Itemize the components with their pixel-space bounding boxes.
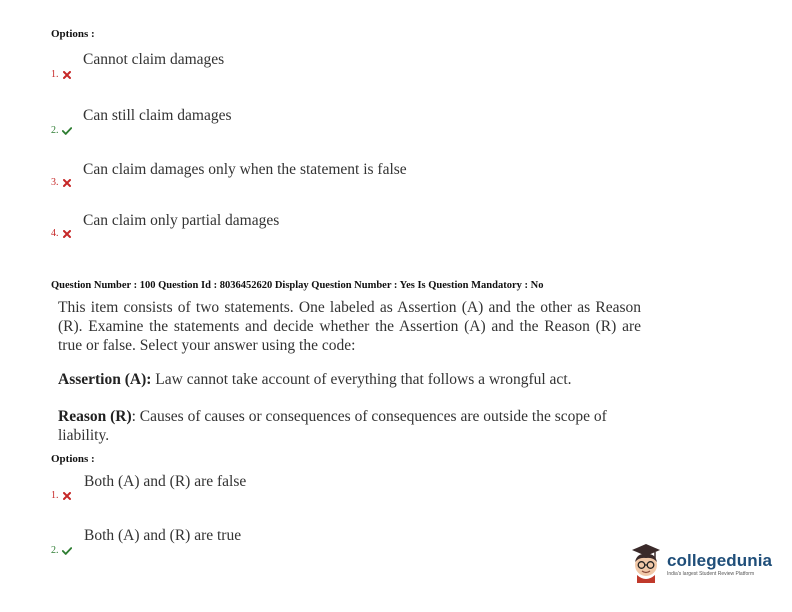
reason-statement xyxy=(58,407,641,445)
options-heading: Options : xyxy=(51,453,95,465)
assertion-label: Assertion (A): xyxy=(58,371,152,388)
question-stem: This item consists of two statements. One labeled as Assertion (A) and the other as Reason (R). Examine the statements and decide whether the Assertion (A) and the Reason (R) are true or false. Select your answer using the code: xyxy=(58,299,641,354)
option-number-label: 1. xyxy=(51,490,59,501)
option-text: Can still claim damages xyxy=(83,107,232,124)
option-number xyxy=(51,490,72,501)
option-text: Both (A) and (R) are true xyxy=(84,527,242,544)
mascot-icon xyxy=(629,541,663,588)
option-text: Both (A) and (R) are false xyxy=(84,473,247,490)
option-number-label: 2. xyxy=(51,545,59,556)
assertion-statement xyxy=(58,370,641,389)
options-heading: Options : xyxy=(51,28,95,40)
option-number-label: 1. xyxy=(51,69,59,80)
cross-icon xyxy=(62,178,72,188)
check-icon xyxy=(62,546,72,556)
option-number-label: 3. xyxy=(51,177,59,188)
option-number xyxy=(51,69,72,80)
option-number xyxy=(51,125,72,136)
logo-wordmark: collegedunia xyxy=(667,551,773,570)
option-text: Can claim only partial damages xyxy=(83,212,280,229)
reason-label: Reason (R) xyxy=(58,408,132,425)
collegedunia-logo xyxy=(629,541,772,588)
assertion-text: Law cannot take account of everything that follows a wrongful act. xyxy=(151,371,572,388)
reason-text: : Causes of causes or consequences of consequences are outside the scope of liability. xyxy=(58,408,607,444)
option-number xyxy=(51,228,72,239)
check-icon xyxy=(62,126,72,136)
option-text: Can claim damages only when the statement is false xyxy=(83,161,407,178)
option-number xyxy=(51,545,72,556)
option-number-label: 2. xyxy=(51,125,59,136)
option-text: Cannot claim damages xyxy=(83,51,225,68)
logo-tagline: India's largest Student Review Platform xyxy=(667,571,755,577)
option-number-label: 4. xyxy=(51,228,59,239)
question-header: Question Number : 100 Question Id : 8036452620 Display Question Number : Yes Is Question Mandatory : No xyxy=(51,280,544,291)
cross-icon xyxy=(62,70,72,80)
option-number xyxy=(51,177,72,188)
cross-icon xyxy=(62,491,72,501)
cross-icon xyxy=(62,229,72,239)
